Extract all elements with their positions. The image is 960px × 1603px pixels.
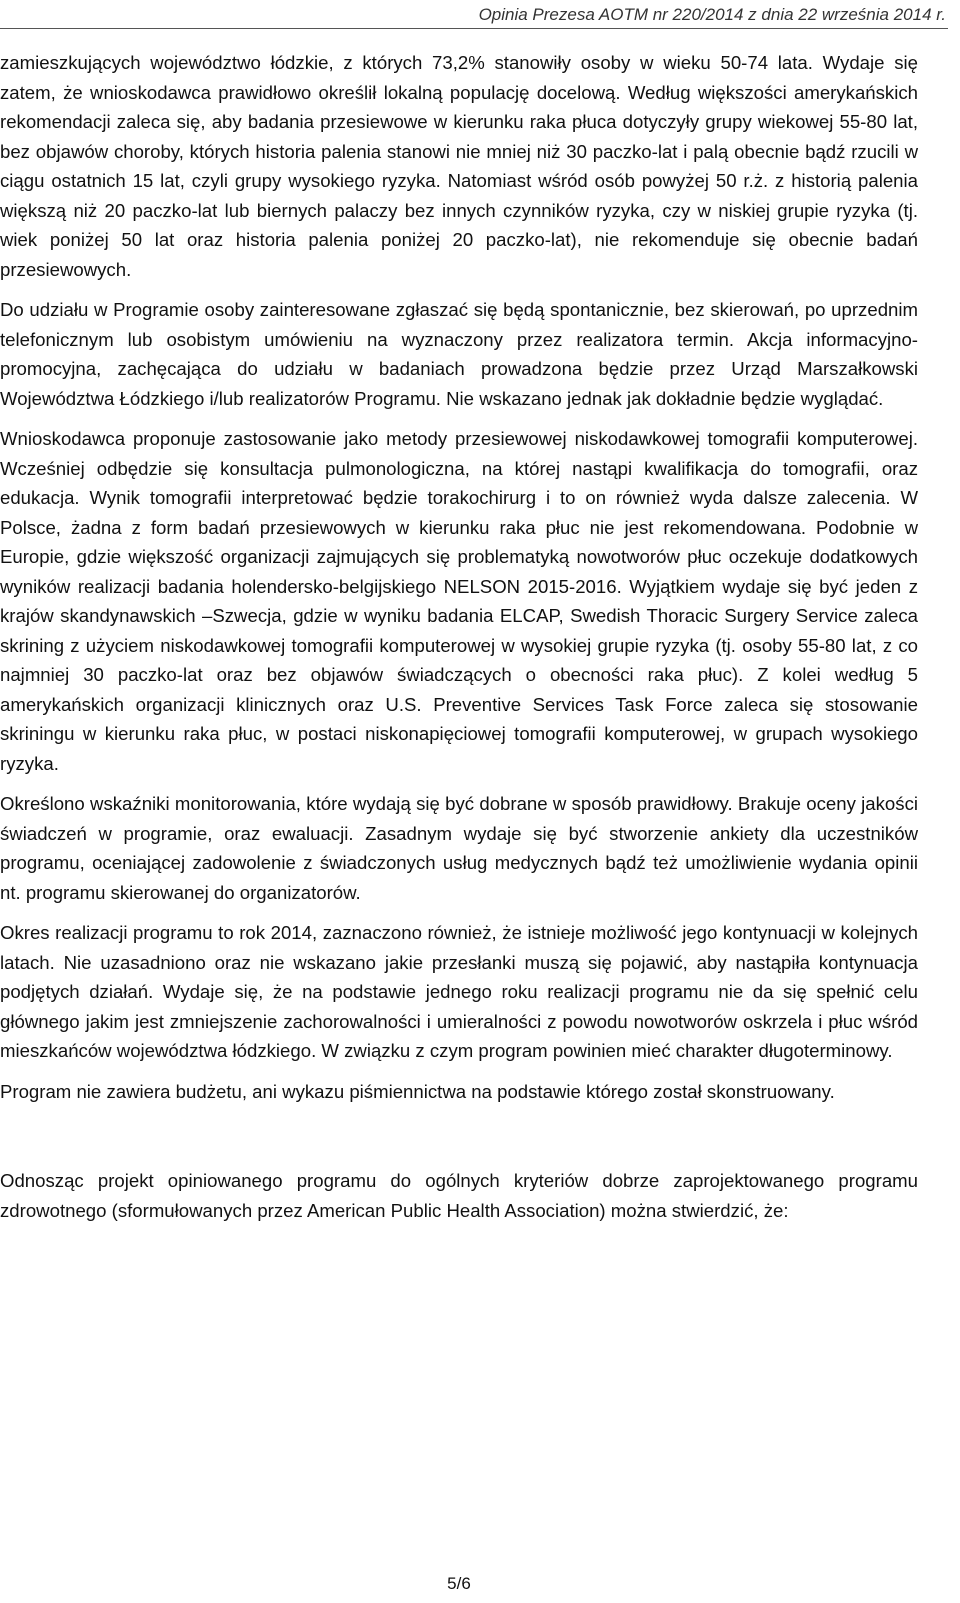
paragraph-participation: Do udziału w Programie osoby zainteresowane zgłaszać się będą spontanicznie, bez skierowań, po uprzednim telefonicznym lub osobistym umówieniu na wyznaczony przez realizatora termin. Akcja informacyjno-promocyjna, zachęcająca do udziału w badaniach prowadzona będzie przez Urząd Marszałkowski Województwa Łódzkiego i/lub realizatorów Programu. Nie wskazano jednak jak dokładnie będzie wyglądać. bbox=[0, 299, 918, 409]
paragraph-target-population: zamieszkujących województwo łódzkie, z których 73,2% stanowiły osoby w wieku 50-74 lata. Wydaje się zatem, że wnioskodawca prawidłowo określił lokalną populację docelową. Według większości amerykańskich rekomendacji zaleca się, aby badania przesiewowe w kierunku raka płuca dotyczyły grupy wiekowej 55-80 lat, bez objawów choroby, których historia palenia stanowi nie mniej niż 30 paczko-lat i palą obecnie bądź rzucili w ciągu ostatnich 15 lat, czyli grupy wysokiego ryzyka. Natomiast wśród osób powyżej 50 r.ż. z historią palenia większą niż 20 paczko-lat lub biernych palaczy bez innych czynników ryzyka, czy w niskiej grupie ryzyka (tj. wiek poniżej 50 lat oraz historia palenia poniżej 20 paczko-lat), nie rekomenduje się obecnie badań przesiewowych. bbox=[0, 52, 918, 280]
page-header: Opinia Prezesa AOTM nr 220/2014 z dnia 22 września 2014 r. bbox=[478, 5, 946, 24]
paragraph-program-period: Okres realizacji programu to rok 2014, zaznaczono również, że istnieje możliwość jego kontynuacji w kolejnych latach. Nie uzasadniono oraz nie wskazano jakie przesłanki muszą się pojawić, aby nastąpiła kontynuacja podjętych działań. Wydaje się, że na podstawie jednego roku realizacji programu nie da się spełnić celu głównego jakim jest zmniejszenie zachorowalności i umieralności z powodu nowotworów oskrzela i płuc wśród mieszkańców województwa łódzkiego. W związku z czym program powinien mieć charakter długoterminowy. bbox=[0, 922, 918, 1061]
page-number: 5/6 bbox=[447, 1574, 471, 1593]
header-divider bbox=[0, 28, 948, 29]
paragraph-screening-method: Wnioskodawca proponuje zastosowanie jako metody przesiewowej niskodawkowej tomografii komputerowej. Wcześniej odbędzie się konsultacja pulmonologiczna, na której nastąpi kwalifikacja do tomografii, oraz edukacja. Wynik tomografii interpretować będzie torakochirurg i to on również wyda dalsze zalecenia. W Polsce, żadna z form badań przesiewowych w kierunku raka płuc nie jest rekomendowana. Podobnie w Europie, gdzie większość organizacji zajmujących się problematyką nowotworów płuc oczekuje dodatkowych wyników realizacji badania holendersko-belgijskiego NELSON 2015-2016. Wyjątkiem wydaje się być jeden z krajów skandynawskich –Szwecja, gdzie w wyniku badania ELCAP, Swedish Thoracic Surgery Service zaleca skrining z użyciem niskodawkowej tomografii komputerowej w wysokiej grupie ryzyka (tj. osoby 55-80 lat, z co najmniej 30 paczko-lat oraz bez objawów świadczących o obecności raka płuc). Z kolei według 5 amerykańskich organizacji klinicznych oraz U.S. Preventive Services Task Force zaleca się stosowanie skriningu w kierunku raka płuc, w postaci niskonapięciowej tomografii komputerowej, w grupach wysokiego ryzyka. bbox=[0, 428, 918, 774]
paragraph-criteria-intro: Odnosząc projekt opiniowanego programu do ogólnych kryteriów dobrze zaprojektowanego programu zdrowotnego (sformułowanych przez American Public Health Association) można stwierdzić, że: bbox=[0, 1170, 918, 1221]
paragraph-monitoring: Określono wskaźniki monitorowania, które wydają się być dobrane w sposób prawidłowy. Brakuje oceny jakości świadczeń w programie, oraz ewaluacji. Zasadnym wydaje się być stworzenie ankiety dla uczestników programu, oceniającej zadowolenie z świadczonych usług medycznych bądź też umożliwienie wydania opinii nt. programu skierowanej do organizatorów. bbox=[0, 793, 918, 903]
document-body bbox=[0, 48, 918, 1225]
paragraph-budget: Program nie zawiera budżetu, ani wykazu piśmiennictwa na podstawie którego został skonstruowany. bbox=[0, 1080, 835, 1102]
